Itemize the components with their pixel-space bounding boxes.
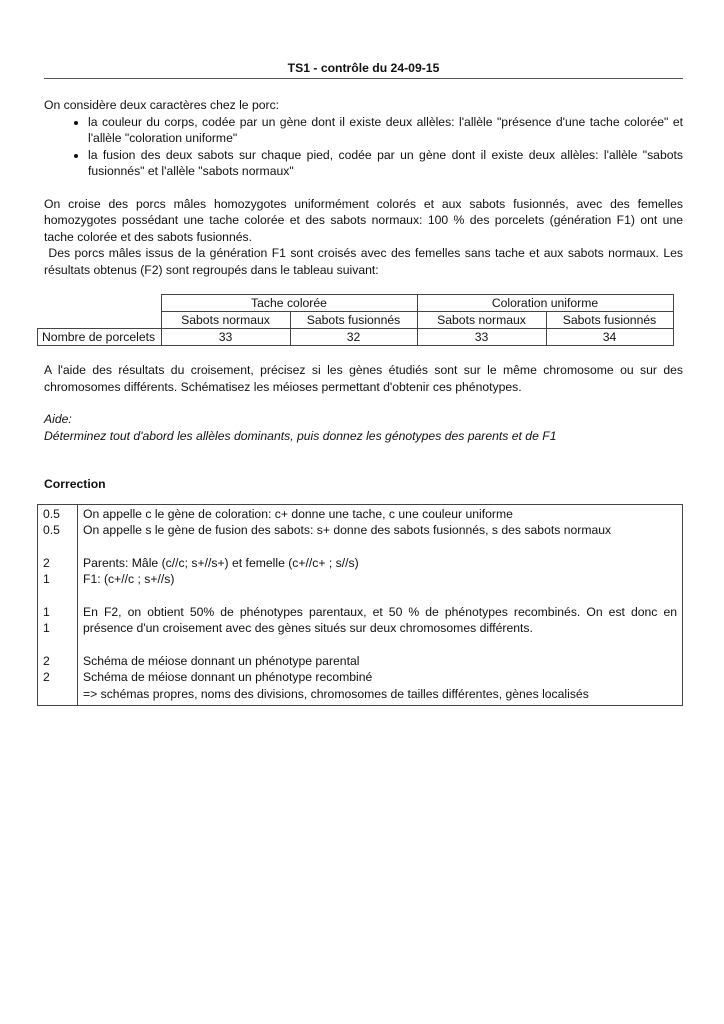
table-cell: 32 <box>290 329 417 346</box>
results-table <box>37 294 674 346</box>
correction-line: => schémas propres, noms des divisions, chromosomes de tailles différentes, gènes localisés <box>83 686 589 701</box>
header-coloration-uniforme: Coloration uniforme <box>417 295 673 312</box>
subheader-sabots-fusionnes: Sabots fusionnés <box>546 312 673 329</box>
subheader-sabots-fusionnes: Sabots fusionnés <box>290 312 417 329</box>
characters-list <box>44 114 683 180</box>
row-label: Nombre de porcelets <box>38 329 162 346</box>
points: 1 <box>43 572 50 586</box>
aide-label: Aide: <box>44 412 72 426</box>
aide-text: Déterminez tout d'abord les allèles dominants, puis donnez les génotypes des parents et de F1 <box>44 428 557 443</box>
subheader-sabots-normaux: Sabots normaux <box>161 312 290 329</box>
correction-line: On appelle c le gène de coloration: c+ donne une tache, c une couleur uniforme <box>83 506 513 521</box>
page-title: TS1 - contrôle du 24-09-15 <box>287 61 440 75</box>
table-cell: 33 <box>161 329 290 346</box>
points: 2 <box>43 555 50 570</box>
list-item: • la fusion des deux sabots sur chaque pied, codée par un gène dont il existe deux allèles: l'allèle "sabots fusionnés" et l'allèle "sabots normaux" <box>88 147 683 180</box>
points: 1 <box>43 621 50 635</box>
correction-line: Schéma de méiose donnant un phénotype recombiné <box>83 670 373 684</box>
correction-line: F1: (c+//c ; s+//s) <box>83 572 175 586</box>
correction-table <box>37 504 683 707</box>
points: 2 <box>43 653 50 668</box>
correction-paragraph: En F2, on obtient 50% de phénotypes parentaux, et 50 % de phénotypes recombinés. On est donc en présence d'un croisement avec des gènes situés sur deux chromosomes différents. <box>83 604 677 635</box>
correction-title: Correction <box>44 477 106 491</box>
points: 2 <box>43 670 50 684</box>
correction-content <box>78 504 683 706</box>
f2-paragraph: Des porcs mâles issus de la génération F1 sont croisés avec des femelles sans tache et aux sabots normaux. Les résultats obtenus (F2) sont regroupés dans le tableau suivant: <box>44 246 687 277</box>
document-page <box>42 60 687 706</box>
correction-line: Schéma de méiose donnant un phénotype parental <box>83 653 360 668</box>
table-cell: 33 <box>417 329 546 346</box>
title-rule <box>44 78 683 79</box>
points-column <box>38 504 78 706</box>
intro-text: On considère deux caractères chez le porc: <box>44 98 280 112</box>
points: 0.5 <box>43 523 60 537</box>
correction-line: On appelle s le gène de fusion des sabots: s+ donne des sabots fusionnés, s des sabots normaux <box>83 523 612 537</box>
points: 1 <box>43 604 50 619</box>
cross-paragraph: On croise des porcs mâles homozygotes uniformément colorés et aux sabots fusionnés, avec des femelles homozygotes possédant une tache colorée et des sabots normaux: 100 % des porcelets (génération F1) ont une tache colorée et des sabots fusionnés. <box>44 196 683 244</box>
list-item: • la couleur du corps, codée par un gène dont il existe deux allèles: l'allèle "présence d'une tache colorée" et l'allèle "coloration uniforme" <box>88 114 683 147</box>
subheader-sabots-normaux: Sabots normaux <box>417 312 546 329</box>
question-text: A l'aide des résultats du croisement, précisez si les gènes étudiés sont sur le même chromosome ou sur des chromosomes différents. Schématisez les méioses permettant d'obtenir ces phénotypes. <box>44 363 683 394</box>
correction-line: Parents: Mâle (c//c; s+//s+) et femelle (c+//c+ ; s//s) <box>83 555 359 570</box>
header-tache-coloree: Tache colorée <box>161 295 417 312</box>
points: 0.5 <box>43 506 60 521</box>
table-cell: 34 <box>546 329 673 346</box>
